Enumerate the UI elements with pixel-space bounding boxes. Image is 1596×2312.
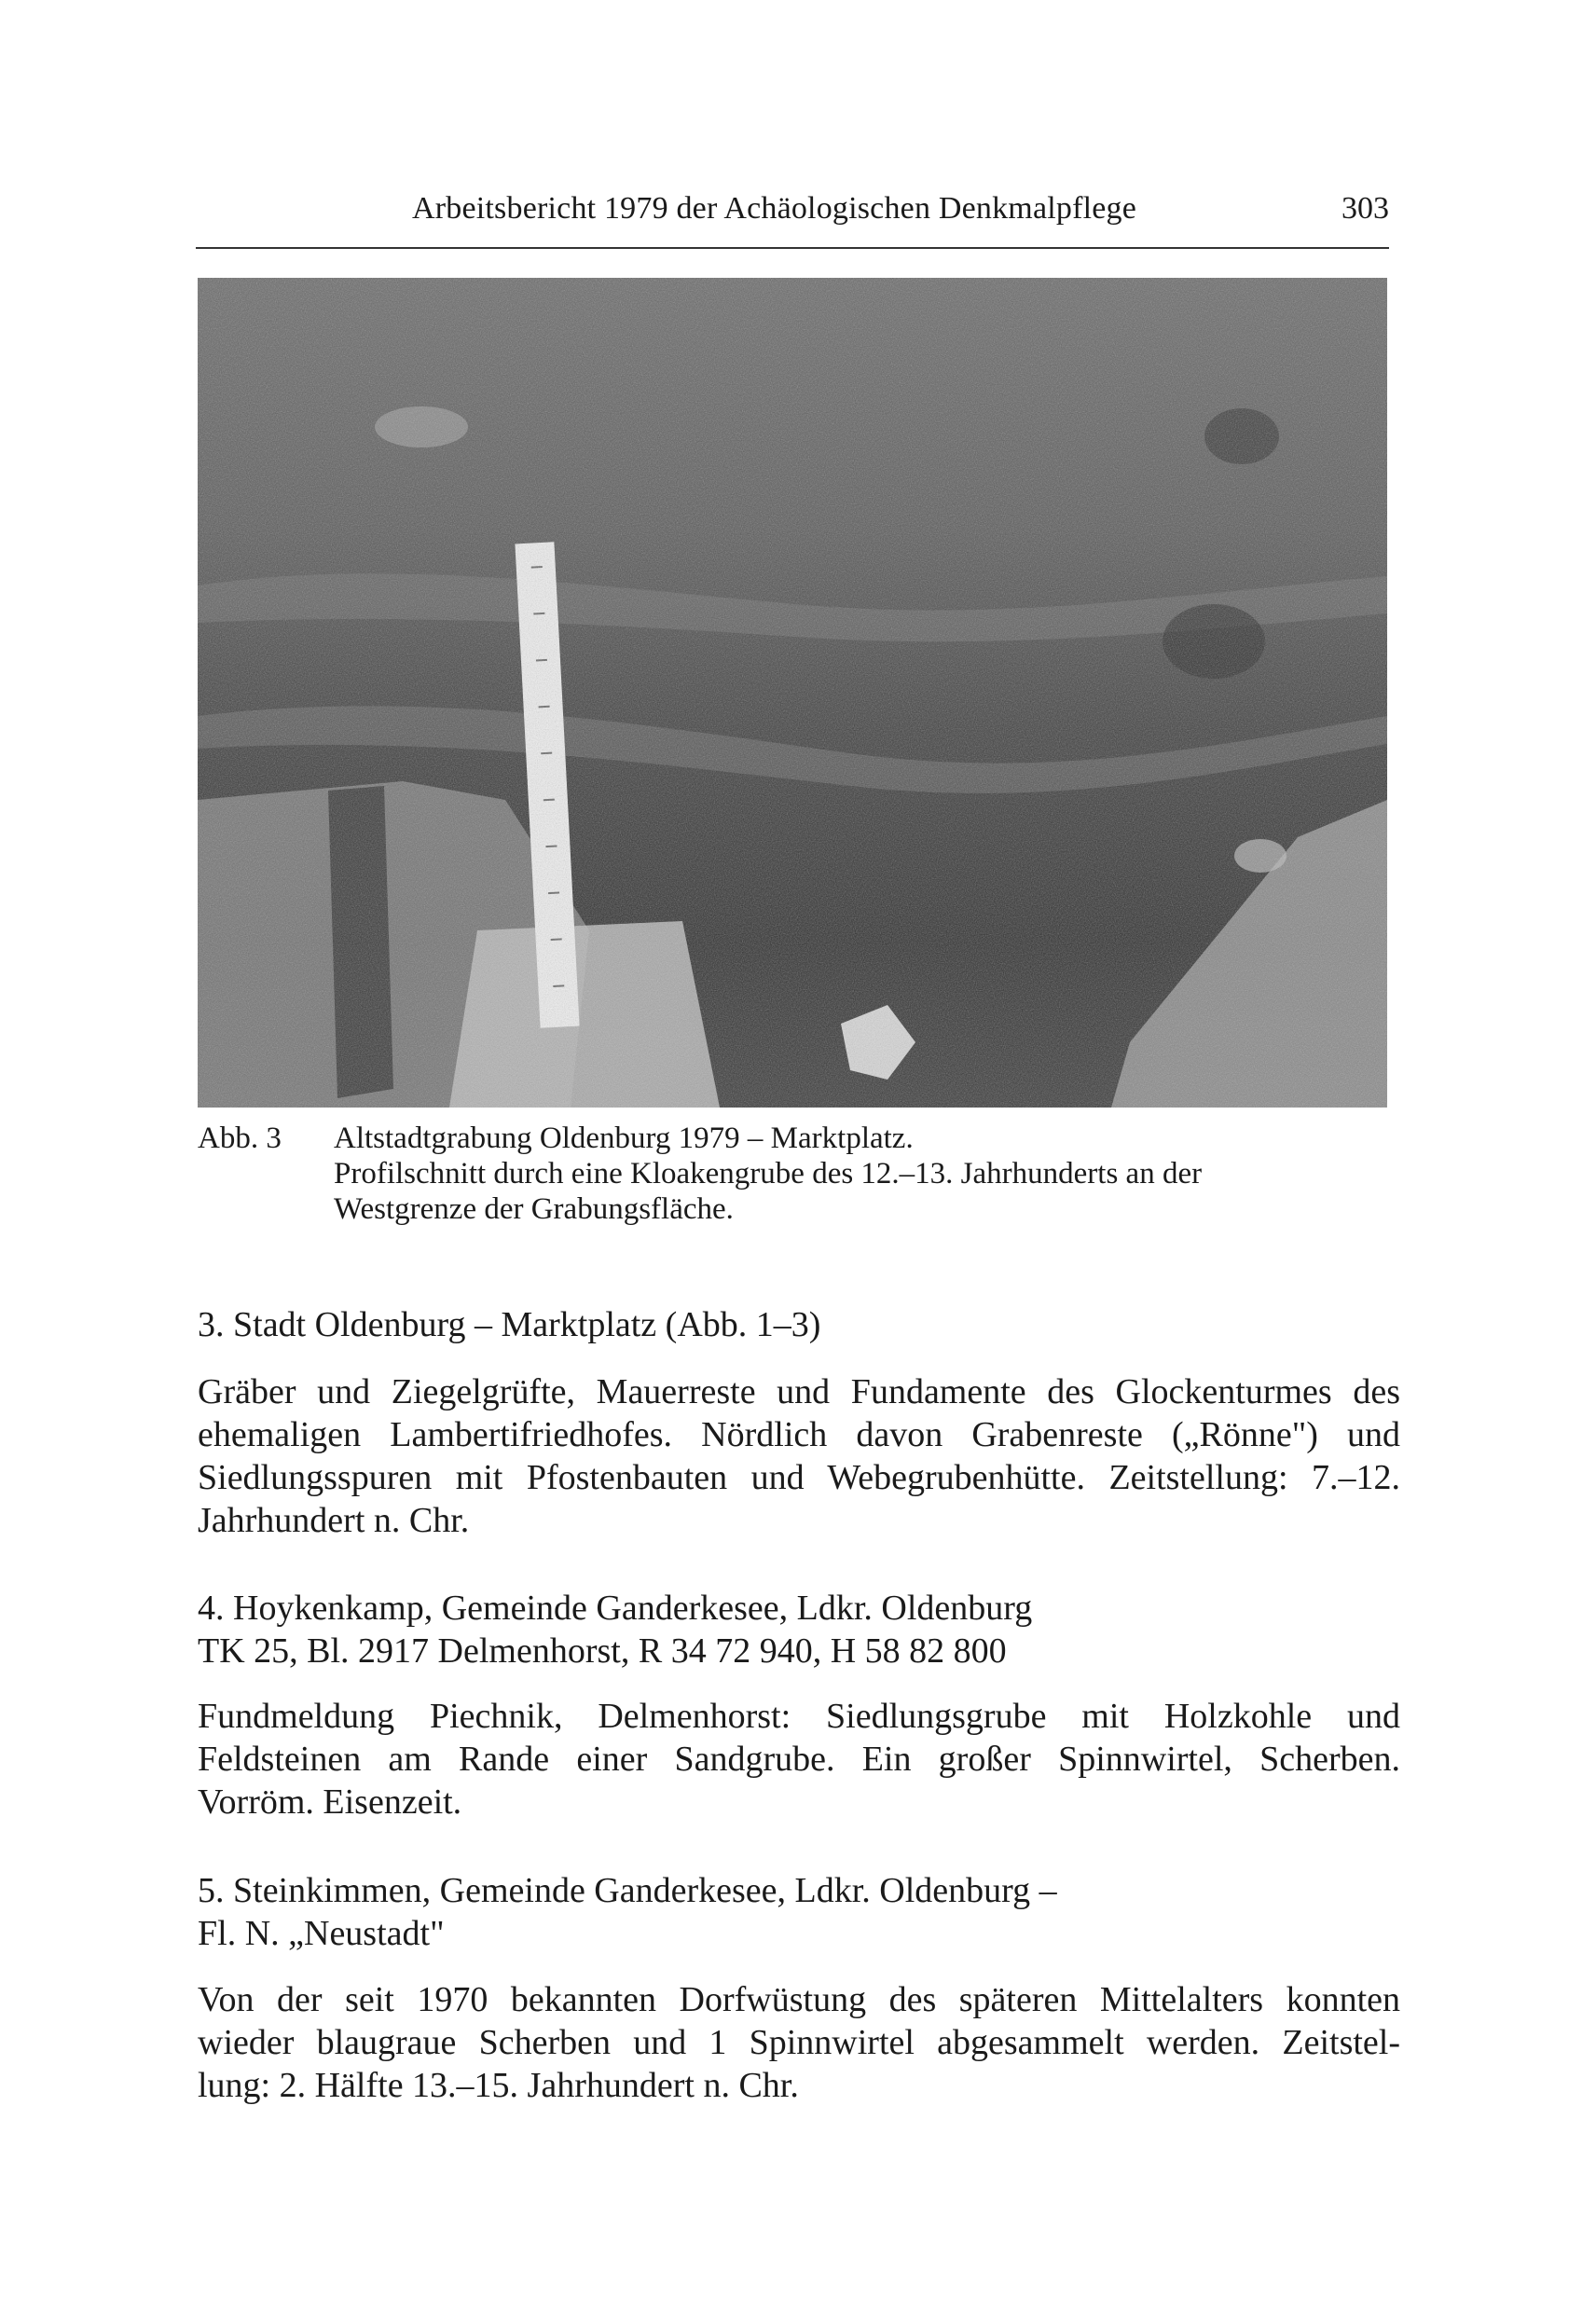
section-title-line: 4. Hoykenkamp, Gemeinde Ganderkesee, Ldkr. Oldenburg (198, 1589, 1033, 1628)
section-body-3 (198, 1370, 1400, 1542)
excavation-photo (198, 278, 1387, 1108)
figure-label: Abb. 3 (198, 1122, 282, 1155)
section-body-5 (198, 1978, 1400, 2107)
body-line: ehemaligen Lambertifriedhofes. Nördlich davon Grabenreste („Rönne") und (198, 1415, 1400, 1454)
section-title-line: Fl. N. „Neustadt" (198, 1914, 445, 1953)
body-line: lung: 2. Hälfte 13.–15. Jahrhundert n. Chr. (198, 2066, 799, 2105)
figure-caption-line: Altstadtgrabung Oldenburg 1979 – Marktplatz. (334, 1122, 914, 1155)
figure-caption-line: Westgrenze der Grabungsfläche. (334, 1192, 734, 1226)
body-line: Siedlungsspuren mit Pfostenbauten und Webegrubenhütte. Zeitstellung: 7.–12. (198, 1458, 1400, 1497)
body-line: wieder blaugraue Scherben und 1 Spinnwirtel abgesammelt werden. Zeitstel- (198, 2023, 1400, 2062)
page-number: 303 (1341, 191, 1389, 226)
body-line: Vorröm. Eisenzeit. (198, 1782, 462, 1822)
section-title-5 (198, 1869, 1400, 1955)
section-title-3 (198, 1303, 1400, 1346)
section-title-4 (198, 1587, 1400, 1672)
section-title-line: TK 25, Bl. 2917 Delmenhorst, R 34 72 940, H 58 82 800 (198, 1631, 1007, 1671)
body-line: Jahrhundert n. Chr. (198, 1501, 470, 1540)
section-title-line: 3. Stadt Oldenburg – Marktplatz (Abb. 1–3) (198, 1305, 821, 1344)
figure-caption-line: Profilschnitt durch eine Kloakengrube des 12.–13. Jahrhunderts an der (334, 1157, 1203, 1190)
running-head (196, 191, 1389, 249)
body-line: Gräber und Ziegelgrüfte, Mauerreste und Fundamente des Glockenturmes des (198, 1372, 1400, 1411)
section-body-4 (198, 1695, 1400, 1823)
section-title-line: 5. Steinkimmen, Gemeinde Ganderkesee, Ldkr. Oldenburg – (198, 1871, 1057, 1910)
body-line: Feldsteinen am Rande einer Sandgrube. Ein großer Spinnwirtel, Scherben. (198, 1740, 1400, 1779)
running-head-title: Arbeitsbericht 1979 der Achäologischen Denkmalpflege (412, 191, 1137, 226)
figure-caption (334, 1121, 1396, 1227)
body-line: Von der seit 1970 bekannten Dorfwüstung des späteren Mittelalters konnten (198, 1980, 1400, 2019)
body-line: Fundmeldung Piechnik, Delmenhorst: Siedlungsgrube mit Holzkohle und (198, 1697, 1400, 1736)
